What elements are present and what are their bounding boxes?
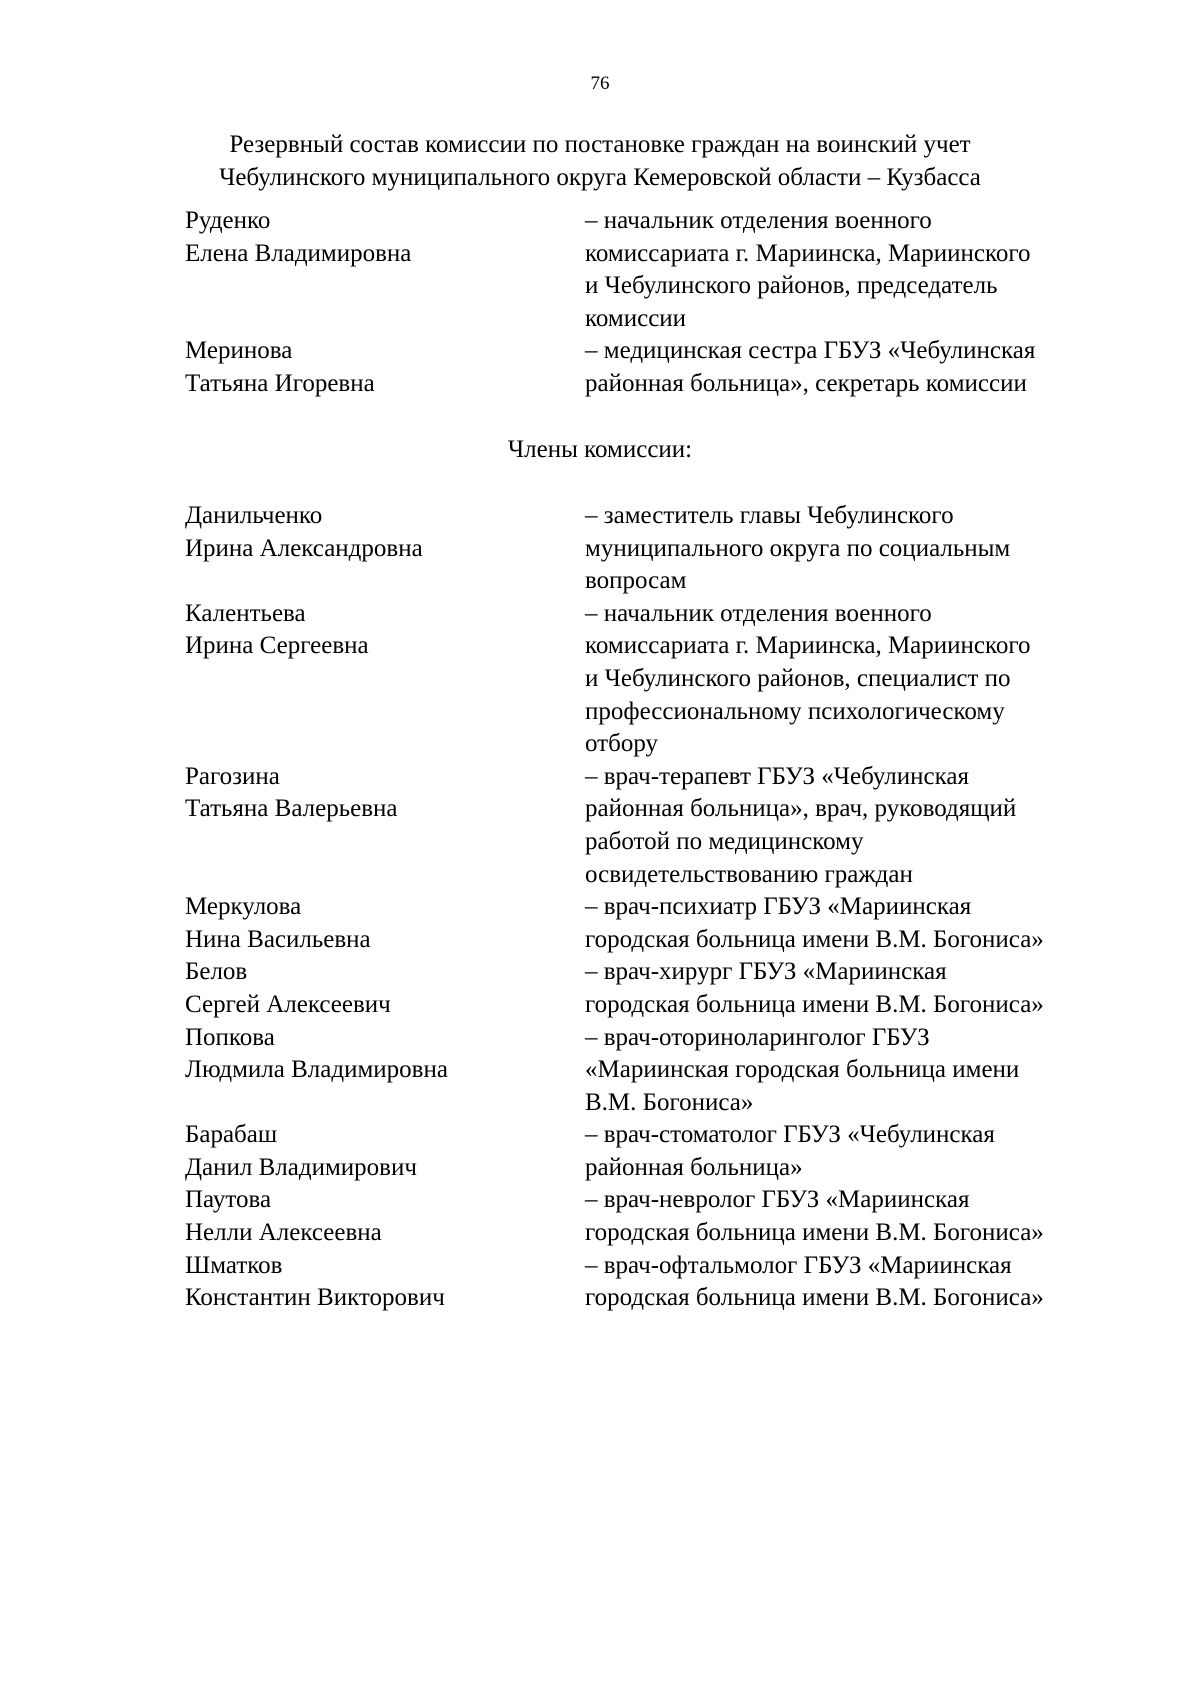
role-line: – врач-хирург ГБУЗ «Мариинская bbox=[585, 958, 947, 986]
person-surname: Меркулова bbox=[185, 893, 302, 921]
person-given-names: Татьяна Валерьевна bbox=[185, 795, 398, 823]
leadership-list bbox=[185, 205, 1115, 401]
person-given-names: Ирина Александровна bbox=[185, 534, 423, 562]
document-title bbox=[0, 128, 1200, 194]
person-name bbox=[185, 1184, 585, 1249]
person-surname: Данильченко bbox=[185, 502, 323, 529]
role-line: районная больница», секретарь комиссии bbox=[585, 369, 1027, 397]
role-line: вопросам bbox=[585, 567, 687, 595]
page-number: 76 bbox=[590, 73, 610, 94]
person-surname: Паутова bbox=[185, 1186, 272, 1214]
person-name bbox=[185, 598, 585, 761]
person-surname: Руденко bbox=[185, 207, 271, 234]
person-entry bbox=[185, 761, 1115, 891]
person-entry bbox=[185, 1119, 1115, 1184]
person-role bbox=[585, 891, 1115, 956]
role-line: – медицинская сестра ГБУЗ «Чебулинская bbox=[585, 337, 1036, 365]
person-surname: Попкова bbox=[185, 1023, 275, 1051]
role-line: комиссариата г. Мариинска, Мариинского bbox=[585, 239, 1031, 267]
person-surname: Шматков bbox=[185, 1251, 283, 1279]
person-entry bbox=[185, 335, 1115, 400]
person-surname: Барабаш bbox=[185, 1121, 278, 1149]
person-given-names: Сергей Алексеевич bbox=[185, 990, 391, 1018]
role-line: городская больница имени В.М. Богониса» bbox=[585, 925, 1044, 953]
person-name bbox=[185, 1022, 585, 1120]
person-entry bbox=[185, 956, 1115, 1021]
person-name bbox=[185, 956, 585, 1021]
person-given-names: Нина Васильевна bbox=[185, 925, 371, 953]
members-heading: Члены комиссии: bbox=[507, 436, 693, 463]
person-given-names: Татьяна Игоревна bbox=[185, 369, 375, 397]
role-line: городская больница имени В.М. Богониса» bbox=[585, 1284, 1044, 1312]
person-name bbox=[185, 1119, 585, 1184]
role-line: работой по медицинскому bbox=[585, 827, 864, 855]
person-name bbox=[185, 335, 585, 400]
role-line: отбору bbox=[585, 730, 658, 758]
role-line: муниципального округа по социальным bbox=[585, 534, 1011, 562]
person-given-names: Елена Владимировна bbox=[185, 239, 412, 267]
role-line: комиссии bbox=[585, 304, 687, 332]
role-line: освидетельствованию граждан bbox=[585, 860, 913, 888]
person-name bbox=[185, 205, 585, 335]
role-line: – врач-стоматолог ГБУЗ «Чебулинская bbox=[585, 1121, 995, 1149]
person-given-names: Ирина Сергеевна bbox=[185, 632, 369, 660]
person-surname: Рагозина bbox=[185, 762, 280, 790]
person-entry bbox=[185, 205, 1115, 335]
role-line: и Чебулинского районов, председатель bbox=[585, 272, 998, 300]
role-line: «Мариинская городская больница имени bbox=[585, 1056, 1020, 1084]
person-role bbox=[585, 1022, 1115, 1120]
role-line: – врач-терапевт ГБУЗ «Чебулинская bbox=[585, 762, 969, 790]
role-line: – врач-оториноларинголог ГБУЗ bbox=[585, 1023, 930, 1051]
person-role bbox=[585, 598, 1115, 761]
person-given-names: Данил Владимирович bbox=[185, 1153, 417, 1181]
person-name bbox=[185, 761, 585, 891]
person-role bbox=[585, 761, 1115, 891]
role-line: и Чебулинского районов, специалист по bbox=[585, 664, 1011, 692]
role-line: комиссариата г. Мариинска, Мариинского bbox=[585, 632, 1031, 660]
person-name bbox=[185, 891, 585, 956]
role-line: – врач-офтальмолог ГБУЗ «Мариинская bbox=[585, 1251, 1012, 1279]
person-surname: Белов bbox=[185, 958, 248, 986]
role-line: районная больница» bbox=[585, 1153, 803, 1181]
title-line-2: Чебулинского муниципального округа Кемеровской области – Кузбасса bbox=[219, 164, 981, 191]
role-line: – врач-невролог ГБУЗ «Мариинская bbox=[585, 1186, 970, 1214]
person-entry bbox=[185, 1022, 1115, 1120]
role-line: – начальник отделения военного bbox=[585, 599, 932, 627]
person-entry bbox=[185, 891, 1115, 956]
person-given-names: Людмила Владимировна bbox=[185, 1056, 448, 1084]
person-role bbox=[585, 1250, 1115, 1315]
person-surname: Калентьева bbox=[185, 599, 306, 627]
role-line: профессиональному психологическому bbox=[585, 697, 1005, 725]
title-line-1: Резервный состав комиссии по постановке граждан на воинский учет bbox=[229, 131, 971, 158]
person-name bbox=[185, 500, 585, 598]
person-entry bbox=[185, 598, 1115, 761]
person-role bbox=[585, 956, 1115, 1021]
person-role bbox=[585, 335, 1115, 400]
person-entry bbox=[185, 1250, 1115, 1315]
role-line: В.М. Богониса» bbox=[585, 1088, 754, 1116]
role-line: – начальник отделения военного bbox=[585, 207, 932, 234]
person-surname: Меринова bbox=[185, 337, 293, 365]
role-line: районная больница», врач, руководящий bbox=[585, 795, 1017, 823]
person-given-names: Нелли Алексеевна bbox=[185, 1219, 382, 1247]
person-entry bbox=[185, 500, 1115, 598]
role-line: – врач-психиатр ГБУЗ «Мариинская bbox=[585, 893, 972, 921]
person-role bbox=[585, 205, 1115, 335]
role-line: – заместитель главы Чебулинского bbox=[585, 502, 954, 529]
person-role bbox=[585, 1184, 1115, 1249]
person-role bbox=[585, 500, 1115, 598]
role-line: городская больница имени В.М. Богониса» bbox=[585, 1219, 1044, 1247]
person-entry bbox=[185, 1184, 1115, 1249]
person-role bbox=[585, 1119, 1115, 1184]
role-line: городская больница имени В.М. Богониса» bbox=[585, 990, 1044, 1018]
person-given-names: Константин Викторович bbox=[185, 1284, 445, 1312]
members-list bbox=[185, 500, 1115, 1315]
person-name bbox=[185, 1250, 585, 1315]
